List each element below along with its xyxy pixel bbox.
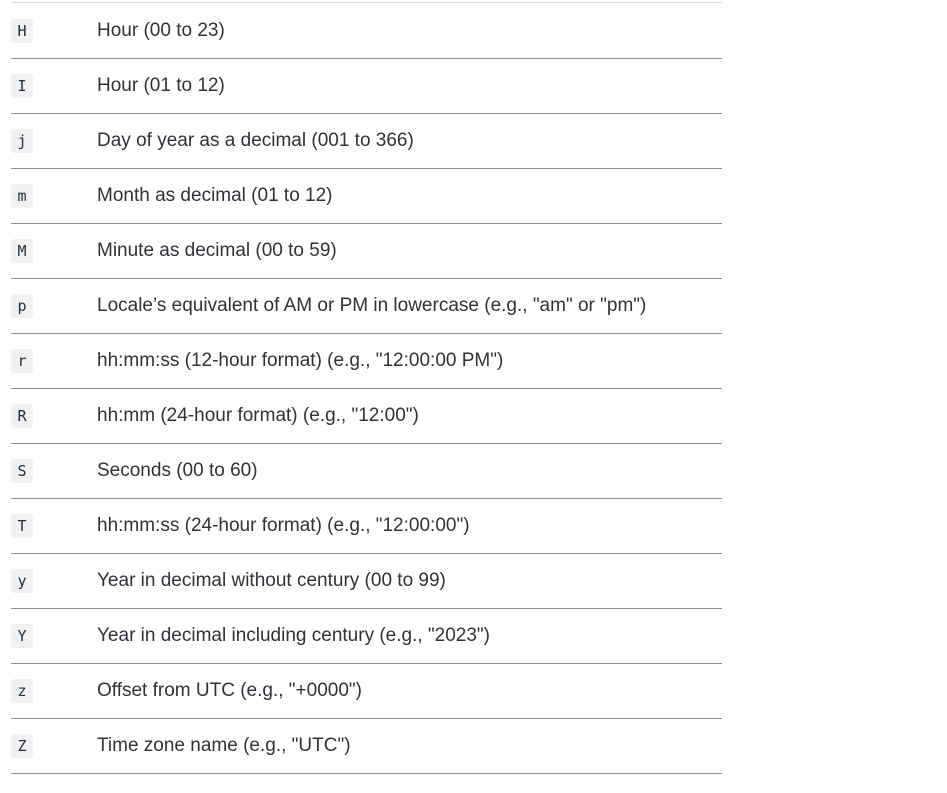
- code-cell: [11, 239, 97, 263]
- format-code: y: [11, 569, 33, 593]
- format-description: Offset from UTC (e.g., "+0000"): [97, 680, 362, 701]
- table-row: [11, 224, 722, 279]
- format-description: Hour (01 to 12): [97, 75, 225, 96]
- table-row: [11, 554, 722, 609]
- format-description: Locale’s equivalent of AM or PM in lowercase (e.g., "am" or "pm"): [97, 295, 647, 316]
- format-code: p: [11, 294, 33, 318]
- format-description: Day of year as a decimal (001 to 366): [97, 130, 414, 151]
- format-description: hh:mm (24-hour format) (e.g., "12:00"): [97, 405, 419, 426]
- format-description: Year in decimal without century (00 to 99): [97, 570, 446, 591]
- format-description: hh:mm:ss (24-hour format) (e.g., "12:00:00"): [97, 515, 470, 536]
- format-code: I: [11, 74, 33, 98]
- table-row: [11, 3, 722, 59]
- format-code: S: [11, 459, 33, 483]
- code-cell: [11, 184, 97, 208]
- format-code: T: [11, 514, 33, 538]
- format-description: hh:mm:ss (12-hour format) (e.g., "12:00:00 PM"): [97, 350, 504, 371]
- table-row: [11, 609, 722, 664]
- format-description: Hour (00 to 23): [97, 19, 225, 41]
- table-row: [11, 664, 722, 719]
- table-row: [11, 499, 722, 554]
- table-row: [11, 334, 722, 389]
- table-row: [11, 59, 722, 114]
- table-row: [11, 279, 722, 334]
- format-code: H: [11, 19, 33, 43]
- code-cell: [11, 734, 97, 758]
- code-cell: [11, 349, 97, 373]
- format-description: Year in decimal including century (e.g., "2023"): [97, 625, 491, 646]
- code-cell: [11, 74, 97, 98]
- code-cell: [11, 624, 97, 648]
- format-code: M: [11, 239, 33, 263]
- code-cell: [11, 459, 97, 483]
- code-cell: [11, 19, 97, 43]
- format-code: m: [11, 184, 33, 208]
- table-row: [11, 114, 722, 169]
- code-cell: [11, 679, 97, 703]
- format-description: Minute as decimal (00 to 59): [97, 240, 337, 261]
- code-cell: [11, 404, 97, 428]
- format-description: Seconds (00 to 60): [97, 460, 258, 481]
- code-cell: [11, 294, 97, 318]
- code-cell: [11, 129, 97, 153]
- format-code: Z: [11, 734, 33, 758]
- table-row: [11, 444, 722, 499]
- format-code: z: [11, 679, 33, 703]
- format-code: j: [11, 129, 33, 153]
- format-code: r: [11, 349, 33, 373]
- table-row: [11, 389, 722, 444]
- table-row: [11, 719, 722, 774]
- format-code: Y: [11, 624, 33, 648]
- format-description: Month as decimal (01 to 12): [97, 185, 333, 206]
- format-codes-table: [11, 2, 722, 774]
- code-cell: [11, 569, 97, 593]
- table-row: [11, 169, 722, 224]
- format-code: R: [11, 404, 33, 428]
- format-description: Time zone name (e.g., "UTC"): [97, 735, 351, 756]
- code-cell: [11, 514, 97, 538]
